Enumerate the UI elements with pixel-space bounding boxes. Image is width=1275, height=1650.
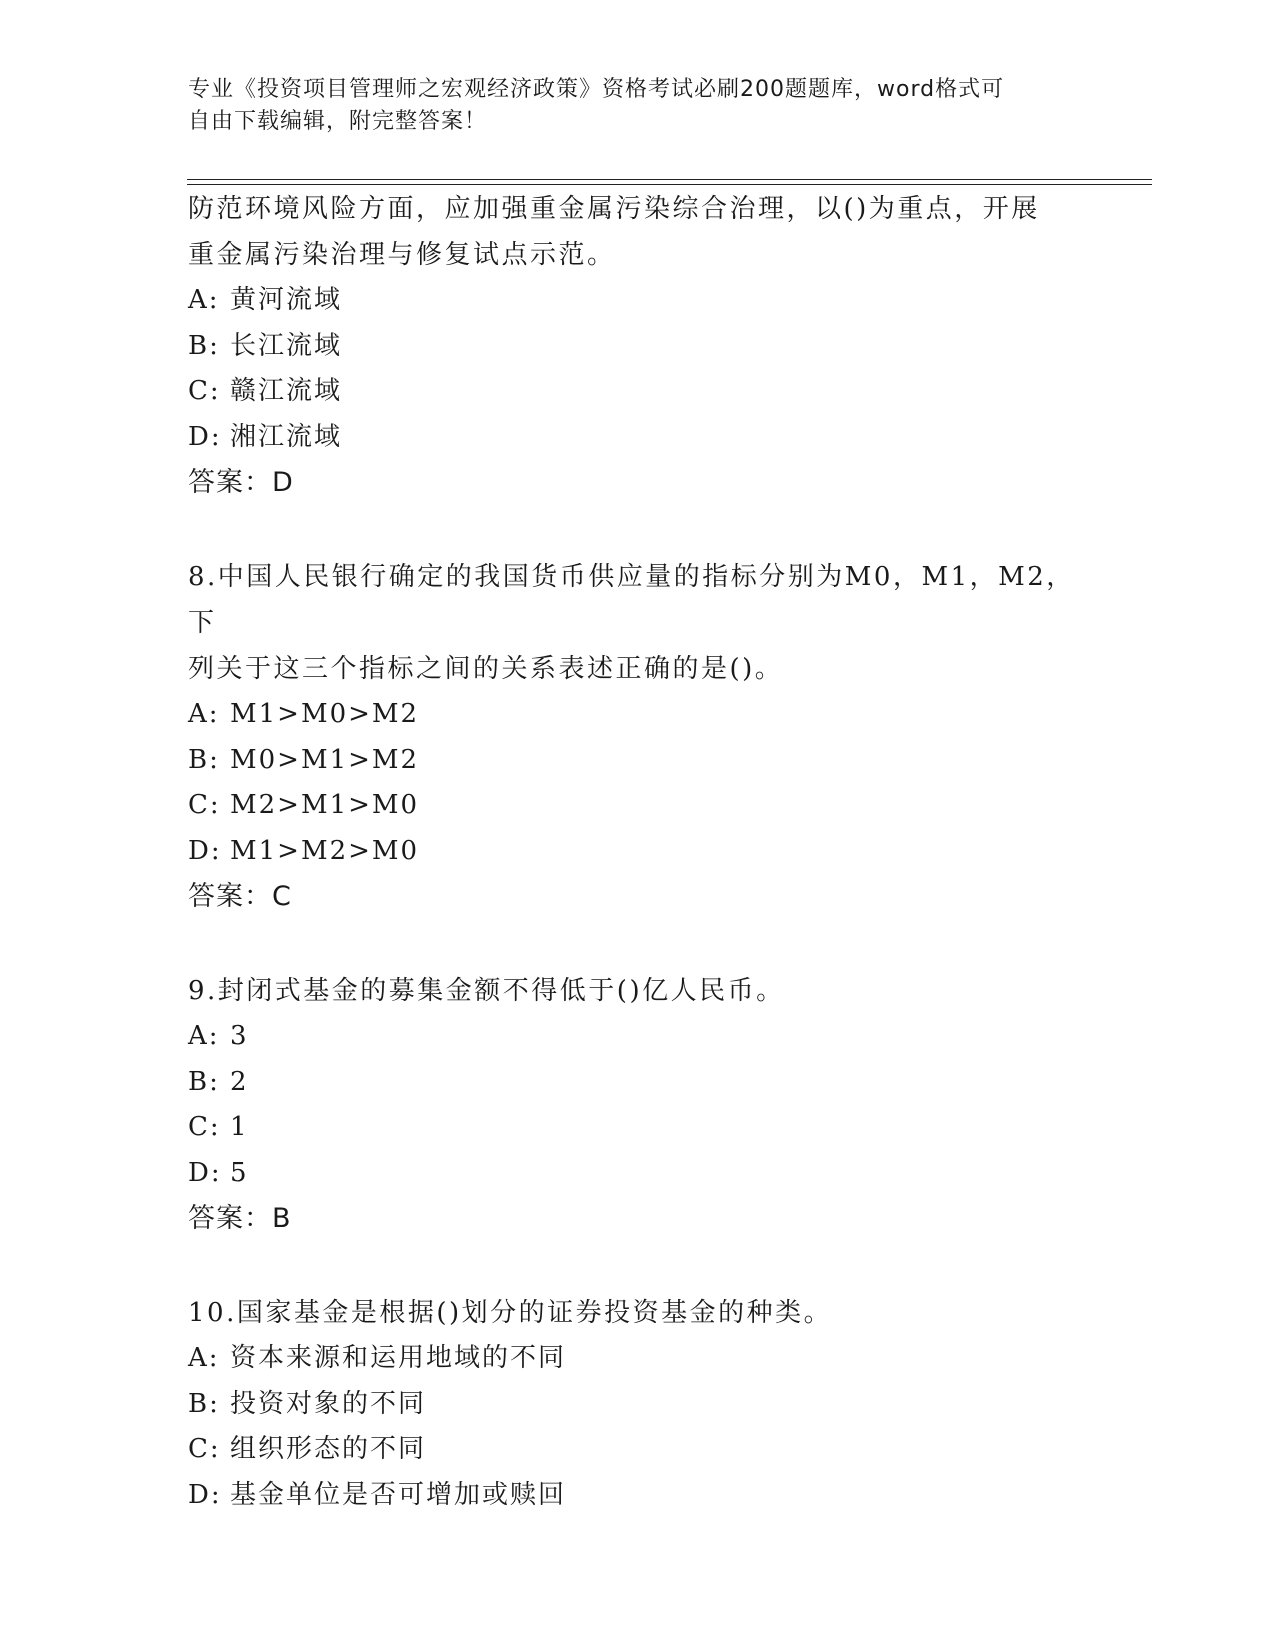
question-text <box>188 186 1078 278</box>
option-label: A: <box>188 1343 220 1373</box>
option-a <box>188 278 1078 324</box>
option-b <box>188 1382 1078 1428</box>
option-text: M0>M1>M2 <box>230 744 420 775</box>
option-c <box>188 1427 1078 1473</box>
question-text-line-2: 重金属污染治理与修复试点示范。 <box>188 240 616 270</box>
option-b <box>188 324 1078 370</box>
option-label: D: <box>188 1479 222 1510</box>
option-d <box>188 1473 1078 1519</box>
question-10 <box>188 1290 1078 1518</box>
spacer <box>188 1242 1078 1290</box>
option-d <box>188 415 1078 461</box>
answer-text: 答案：D <box>188 467 294 498</box>
option-text: M1>M0>M2 <box>230 699 420 729</box>
option-c <box>188 783 1078 829</box>
header-title-line-2: 自由下载编辑，附完整答案！ <box>188 109 488 134</box>
question-text-line-1: 8.中国人民银行确定的我国货币供应量的指标分别为M0，M1，M2，下 <box>188 562 1075 638</box>
option-label: D: <box>188 835 222 866</box>
answer-text: 答案：B <box>188 1203 292 1234</box>
option-label: D: <box>188 1157 222 1188</box>
option-a <box>188 1336 1078 1382</box>
option-d <box>188 829 1078 875</box>
question-text <box>188 1290 1078 1336</box>
option-label: B: <box>188 330 220 361</box>
answer-text: 答案：C <box>188 881 292 912</box>
option-b <box>188 738 1078 784</box>
question-text-line-1: 防范环境风险方面，应加强重金属污染综合治理，以()为重点，开展 <box>188 194 1040 224</box>
option-text: 资本来源和运用地域的不同 <box>230 1343 567 1373</box>
option-text: 2 <box>230 1066 249 1097</box>
option-label: C: <box>188 790 221 820</box>
option-text: 湘江流域 <box>230 421 343 452</box>
option-text: 3 <box>230 1021 249 1051</box>
question-text-line-2: 列关于这三个指标之间的关系表述正确的是()。 <box>188 654 784 684</box>
option-label: A: <box>188 1021 220 1051</box>
option-label: C: <box>188 1434 221 1464</box>
spacer <box>188 920 1078 968</box>
option-a <box>188 692 1078 738</box>
header-divider-bottom <box>187 184 1152 185</box>
option-text: 赣江流域 <box>230 376 343 406</box>
option-text: 5 <box>230 1157 249 1188</box>
option-c <box>188 369 1078 415</box>
option-text: 基金单位是否可增加或赎回 <box>230 1479 567 1510</box>
option-label: C: <box>188 1112 221 1142</box>
question-8 <box>188 554 1078 920</box>
option-d <box>188 1151 1078 1197</box>
option-label: B: <box>188 1388 220 1419</box>
question-text-line-1: 10.国家基金是根据()划分的证券投资基金的种类。 <box>188 1298 833 1328</box>
option-b <box>188 1060 1078 1106</box>
question-text <box>188 554 1078 692</box>
spacer <box>188 506 1078 554</box>
option-text: 1 <box>230 1112 249 1142</box>
question-text <box>188 968 1078 1014</box>
option-text: 黄河流域 <box>230 285 343 315</box>
option-text: 组织形态的不同 <box>230 1434 427 1464</box>
document-header <box>188 74 1068 138</box>
question-text-line-1: 9.封闭式基金的募集金额不得低于()亿人民币。 <box>188 976 785 1006</box>
option-label: B: <box>188 744 220 775</box>
header-divider-top <box>187 179 1152 180</box>
question-list <box>188 186 1078 1518</box>
option-text: 长江流域 <box>230 330 343 361</box>
question-9 <box>188 968 1078 1242</box>
option-text: M2>M1>M0 <box>230 790 420 820</box>
option-label: C: <box>188 376 221 406</box>
option-a <box>188 1014 1078 1060</box>
option-text: 投资对象的不同 <box>230 1388 427 1419</box>
option-label: D: <box>188 421 222 452</box>
header-title-line-1: 专业《投资项目管理师之宏观经济政策》资格考试必刷200题题库，word格式可 <box>188 77 1005 102</box>
option-label: A: <box>188 699 220 729</box>
option-c <box>188 1105 1078 1151</box>
option-label: B: <box>188 1066 220 1097</box>
option-text: M1>M2>M0 <box>230 835 420 866</box>
question-7 <box>188 186 1078 506</box>
option-label: A: <box>188 285 220 315</box>
